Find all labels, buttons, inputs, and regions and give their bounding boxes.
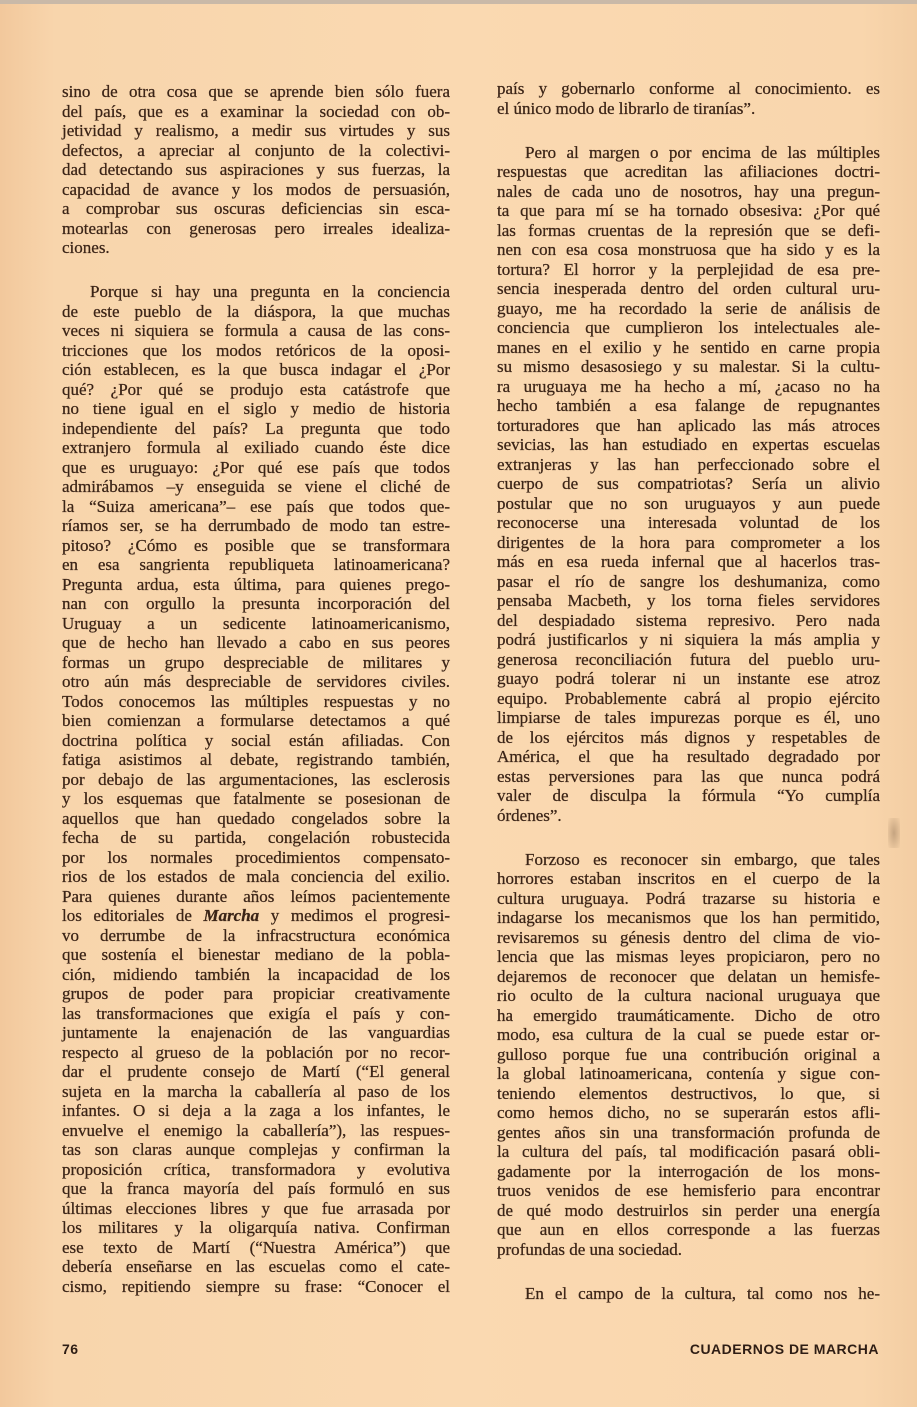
text-line: revisaremos su génesis dentro del clima de vio- [497, 927, 880, 947]
text-line: Forzoso es reconocer sin embargo, que tales [525, 849, 880, 869]
ink-smudge [888, 818, 900, 848]
text-line: dar el prudente consejo de Martí (“El general [62, 1062, 450, 1081]
text-line: bien comienzan a formularse detectamos a qué [62, 711, 450, 730]
text-line: gulloso porque fue una contribución original a [497, 1044, 880, 1064]
text-line: estas perversiones para las que nunca podrá [497, 766, 880, 786]
text-line: que aun en ellos corresponde a las fuerzas [497, 1220, 880, 1239]
text-line: profundas de una sociedad. [497, 1239, 683, 1259]
text-line: rio oculto de la cultura nacional uruguaya que [497, 986, 880, 1005]
paragraph [497, 1284, 880, 1304]
text-line [62, 906, 450, 926]
text-line: pitoso? ¿Cómo es posible que se transformara [62, 535, 450, 555]
text-line: Pero al margen o por encima de las múltiples [525, 142, 880, 162]
text-line: rios de los estados de mala conciencia del exilio. [62, 867, 450, 886]
text-line: cultura uruguaya. Podrá trazarse su historia e [497, 888, 880, 908]
text-line: aquellos que han quedado congelados sobre la [62, 808, 450, 828]
text-line: En el campo de la cultura, tal como nos he- [525, 1283, 880, 1303]
paragraph [497, 850, 880, 1260]
text-line: que la franca mayoría del país formuló en sus [62, 1179, 450, 1198]
text-line: doctrina política y social están afiliadas. Con [62, 730, 450, 750]
text-line: ción establecen, es la que busca indagar el ¿Por [62, 360, 450, 379]
text-line: sencia inesperada dentro del orden cultural uru- [497, 279, 880, 298]
text-line: dirigentes de la hora para comprometer a los [497, 532, 880, 552]
text-line: equipo. Probablemente cabrá al propio ejército [497, 688, 880, 708]
text-line: por debajo de las argumentaciones, las esclerosis [62, 769, 450, 789]
text-line: guayo, me ha recordado la serie de análisis de [497, 298, 880, 318]
text-line: tricciones que los modos retóricos de la oposi- [62, 340, 450, 360]
text-line: hecho también a esa falange de repugnantes [497, 396, 880, 415]
text-line: conciencia que cumplieron los intelectuales ale- [497, 318, 880, 337]
text-line: ta que para mí se ha tornado obsesiva: ¿Por qué [497, 201, 880, 220]
italic-title-marcha: Marcha [203, 906, 260, 925]
text-segment: y medimos el progresi- [259, 906, 450, 925]
text-line: órdenes”. [497, 805, 562, 825]
text-line: ese texto de Martí (“Nuestra América”) que [62, 1237, 450, 1257]
text-line: dejaremos de reconocer que delatan un hemisfe- [497, 966, 880, 986]
text-line: Todos conocemos las múltiples respuestas y no [62, 691, 450, 711]
text-line: las formas cruentas de la represión que se defi- [497, 220, 880, 240]
text-line: Porque si hay una pregunta en la conciencia [90, 282, 450, 301]
text-line: en esa sangrienta republiqueta latinoamericana? [62, 555, 450, 574]
text-line: gadamente por la interrogación de los mons- [497, 1161, 880, 1181]
text-line: reconocerse una interesada voluntad de los [497, 513, 880, 532]
text-column-left [62, 82, 450, 1321]
text-line: generosa reconciliación futura del pueblo uru- [497, 649, 880, 669]
text-line: respecto al grueso de la población por no recor- [62, 1042, 450, 1062]
text-line: Uruguay a un sedicente latinoamericanismo, [62, 613, 450, 633]
text-line: sevicias, las han estudiado en expertas escuelas [497, 435, 880, 454]
text-line: independiente del país? La pregunta que todo [62, 418, 450, 438]
text-line: lencia que las mismas leyes propiciaron, pero no [497, 947, 880, 966]
text-line: del país, que es a examinar la sociedad con ob- [62, 101, 450, 121]
text-line: qué? ¿Por qué se produjo esta catástrofe que [62, 379, 450, 399]
text-line: guayo podrá tolerar ni un instante ese atroz [497, 669, 880, 688]
text-line: no tiene igual en el siglo y medio de historia [62, 399, 450, 418]
text-line: otro aún más despreciable de servidores civiles. [62, 672, 450, 691]
text-segment: los editoriales de [62, 906, 204, 925]
text-column-right [497, 79, 880, 1328]
text-line: tas son claras aunque complejas y confirman la [62, 1140, 450, 1159]
text-line: fecha de su partida, congelación robustecida [62, 828, 450, 847]
paragraph [497, 79, 880, 118]
text-line: y los esquemas que fatalmente se posesionan de [62, 789, 450, 808]
text-line: sino de otra cosa que se aprende bien sólo fuera [62, 82, 450, 101]
text-line: nales de cada uno de nosotros, hay una pregun- [497, 181, 880, 201]
text-line: que sostenía el bienestar mediano de la pobla- [62, 945, 450, 964]
text-line: nen con esa cosa monstruosa que ha sido y es la [497, 240, 880, 259]
text-line: tortura? El horror y la perplejidad de esa pre- [497, 259, 880, 279]
text-line: formas un grupo despreciable de militares y [62, 652, 450, 672]
text-line: envuelve el enemigo la caballería”), las respues- [62, 1120, 450, 1140]
text-line: modo, esa cultura de la cual se puede estar or- [497, 1025, 880, 1044]
text-line: pasar el río de sangre los deshumaniza, como [497, 571, 880, 591]
text-line: país y gobernarlo conforme al conocimiento. es [497, 79, 880, 98]
text-line: veces ni siquiera se formula a causa de las cons- [62, 321, 450, 340]
text-line: cuerpo de sus compatriotas? Sería un alivio [497, 474, 880, 493]
text-line: ha emergido traumáticamente. Dicho de otro [497, 1005, 880, 1025]
text-line: podrá justificarlos y ni siquiera la más amplia y [497, 630, 880, 649]
text-line: como hemos dicho, no se superarán estos afli- [497, 1103, 880, 1122]
text-line: nan con orgullo la presunta incorporación del [62, 594, 450, 613]
text-line: vo derrumbe de la infracstructura económica [62, 925, 450, 945]
text-line: ra uruguaya me ha hecho a mí, ¿acaso no ha [497, 376, 880, 396]
text-line: la “Suiza americana”– ese país que todos que- [62, 496, 450, 516]
text-line: infantes. O si deja a la zaga a los infantes, le [62, 1101, 450, 1120]
text-line: los militares y la oligarquía nativa. Confirman [62, 1218, 450, 1237]
text-line: las transformaciones que exigía el país y con- [62, 1003, 450, 1023]
text-line: teniendo elementos destructivos, lo que, si [497, 1083, 880, 1103]
text-line: que es uruguayo: ¿Por qué ese país que todos [62, 457, 450, 477]
text-line: defectos, a apreciar al conjunto de la colectivi- [62, 140, 450, 160]
text-line: dad detectando sus aspiraciones y sus fuerzas, la [62, 160, 450, 179]
text-line: juntamente la enajenación de las vanguardias [62, 1023, 450, 1042]
text-line: de este pueblo de la diáspora, la que muchas [62, 301, 450, 321]
text-line: por los normales procedimientos compensato- [62, 847, 450, 867]
text-line: indagarse los mecanismos que los han permitido, [497, 908, 880, 927]
text-line: de los ejércitos más dignos y respetables de [497, 727, 880, 747]
text-line: proposición crítica, transformadora y evolutiva [62, 1159, 450, 1179]
text-line: la cultura del país, tal modificación pasará obli- [497, 1142, 880, 1161]
text-line: gentes años sin una transformación profunda de [497, 1122, 880, 1142]
text-line: la global latinoamericana, contenía y sigue con- [497, 1064, 880, 1083]
scan-top-edge [0, 0, 917, 4]
paragraph [497, 143, 880, 826]
text-line: su mismo desasosiego y su malestar. Si la cultu- [497, 357, 880, 376]
text-line: ríamos ser, se ha derrumbado de modo tan estre- [62, 516, 450, 535]
text-line: sujeta en la marcha la caballería al paso de los [62, 1081, 450, 1101]
text-line: extranjeras y las han perfeccionado sobre el [497, 454, 880, 474]
text-line: grupos de poder para propiciar creativamente [62, 984, 450, 1003]
text-line: ciones. [62, 238, 110, 257]
paragraph [62, 82, 450, 258]
text-line: América, el que ha resultado degradado por [497, 747, 880, 766]
text-line: cismo, repitiendo siempre su frase: “Conocer el [62, 1276, 450, 1296]
text-line: a comprobar sus oscuras deficiencias sin esca- [62, 199, 450, 218]
text-line: respuestas que acreditan las afiliaciones doctri- [497, 162, 880, 181]
running-footer-journal-name: CUADERNOS DE MARCHA [689, 1341, 879, 1357]
text-line: extranjero formula al exiliado cuando éste dice [62, 438, 450, 457]
text-line: horrores estaban inscritos en el cuerpo de la [497, 869, 880, 888]
text-line: pensaba Macbeth, y los torna fieles servidores [497, 591, 880, 610]
text-line: manes en el exilio y he sentido en carne propia [497, 337, 880, 357]
text-line: motearlas con generosas pero irreales idealiza- [62, 218, 450, 238]
text-line: truos venidos de ese hemisferio para encontrar [497, 1181, 880, 1200]
text-line: capacidad de avance y los modos de persuasión, [62, 179, 450, 199]
text-line: Para quienes durante años leímos pacientemente [62, 886, 450, 906]
text-line: del despiadado sistema represivo. Pero nada [497, 610, 880, 630]
text-line: Pregunta ardua, esta última, para quienes prego- [62, 574, 450, 594]
text-line: más en esa rueda infernal que al hacerlos tras- [497, 552, 880, 571]
text-line: que de hecho han llevado a cabo en sus peores [62, 633, 450, 652]
paragraph [62, 282, 450, 1296]
text-line: torturadores que han aplicado las más atroces [497, 415, 880, 435]
text-line: debería enseñarse en las escuelas como el cate- [62, 1257, 450, 1276]
text-line: limpiarse de tales impurezas porque es él, uno [497, 708, 880, 727]
text-line: ción, midiendo también la incapacidad de los [62, 964, 450, 984]
text-line: postular que no son uruguayos y aun puede [497, 493, 880, 513]
text-line: valer de disculpa la fórmula “Yo cumplía [497, 786, 880, 805]
text-line: el único modo de librarlo de tiranías”. [497, 98, 756, 118]
text-line: fatiga asistimos al debate, registrando también, [62, 750, 450, 769]
text-line: jetividad y realismo, a medir sus virtudes y sus [62, 121, 450, 140]
page-number: 76 [62, 1341, 79, 1357]
text-line: de qué modo destruirlos sin perder una energía [497, 1200, 880, 1220]
text-line: últimas elecciones libres y que fue arrasada por [62, 1198, 450, 1218]
text-line: admirábamos –y enseguida se viene el cliché de [62, 477, 450, 496]
